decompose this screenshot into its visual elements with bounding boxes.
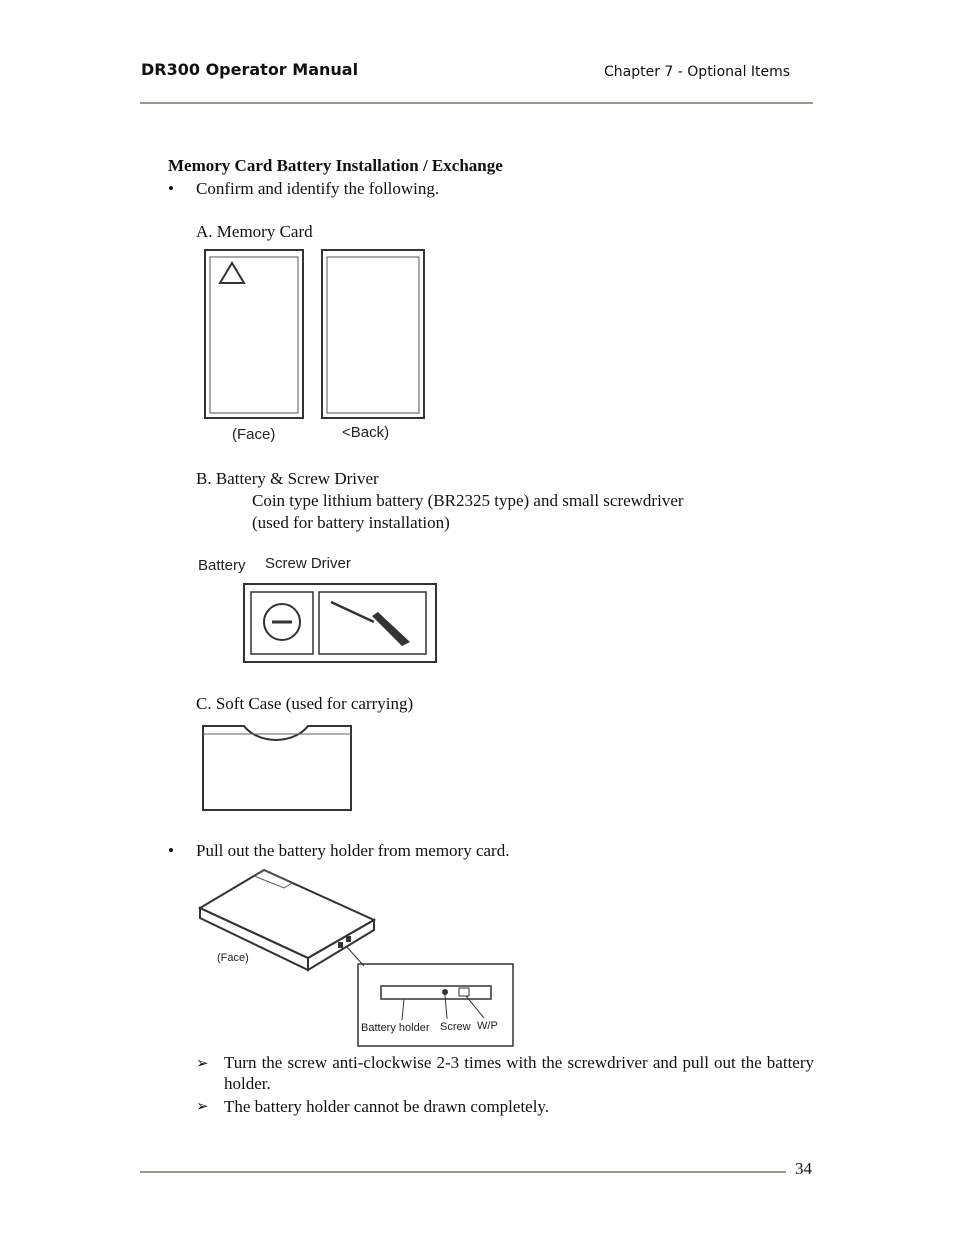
item-b-desc-1: Coin type lithium battery (BR2325 type) and small screwdriver <box>252 491 684 510</box>
page-header-chapter: Chapter 7 - Optional Items <box>604 64 791 80</box>
bullet-confirm: Confirm and identify the following. <box>196 179 440 198</box>
item-b-desc-2: (used for battery installation) <box>252 513 450 532</box>
footer-rule <box>140 1171 786 1173</box>
page-header-title: DR300 Operator Manual <box>141 60 359 79</box>
screwdriver-label: Screw Driver <box>265 555 351 572</box>
step-1: Turn the screw anti-clockwise 2-3 times with the screwdriver and pull out the battery holder. <box>224 1053 814 1093</box>
item-b-label: B. Battery & Screw Driver <box>196 469 379 488</box>
screw-icon <box>442 989 448 995</box>
arrow-bullet: ➢ <box>196 1056 209 1072</box>
memory-card-figure <box>196 245 436 450</box>
screw-label: Screw <box>440 1021 471 1033</box>
triangle-icon <box>220 263 244 283</box>
item-a-label: A. Memory Card <box>196 222 313 241</box>
back-label: <Back) <box>342 424 390 441</box>
item-c-label: C. Soft Case (used for carrying) <box>196 694 414 713</box>
wp-label: W/P <box>477 1020 498 1032</box>
face-label: (Face) <box>232 426 276 443</box>
header-rule <box>140 102 813 104</box>
section-title: Memory Card Battery Installation / Exchange <box>168 156 503 175</box>
battery-screwdriver-figure <box>196 550 446 670</box>
soft-case-figure <box>196 716 361 816</box>
arrow-bullet: ➢ <box>196 1099 209 1115</box>
battery-label: Battery <box>198 557 246 574</box>
step-2: The battery holder cannot be drawn completely. <box>224 1097 550 1116</box>
bullet-dot: • <box>168 841 174 860</box>
card-battery-holder-figure <box>196 866 526 1051</box>
card-face-label: (Face) <box>217 952 249 964</box>
bullet-dot: • <box>168 179 174 198</box>
page-number: 34 <box>795 1159 812 1178</box>
battery-holder-label: Battery holder <box>361 1022 430 1034</box>
bullet-pull-out: Pull out the battery holder from memory card. <box>196 841 510 860</box>
screwdriver-icon <box>331 602 410 646</box>
